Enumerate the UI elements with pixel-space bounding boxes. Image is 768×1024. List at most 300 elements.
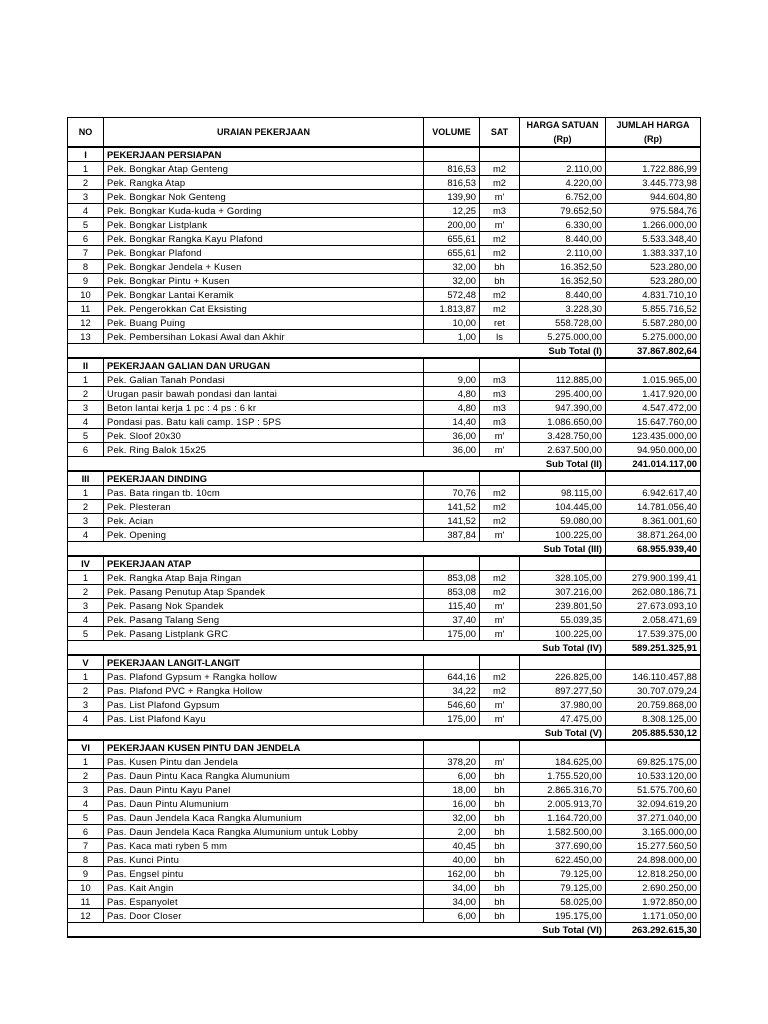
table-body — [68, 147, 701, 937]
item-total-price: 1.266.000,00 — [606, 218, 701, 232]
item-volume: 6,00 — [424, 909, 480, 923]
empty-cell — [104, 641, 424, 656]
empty-cell — [424, 471, 480, 486]
item-description: Pek. Pembersihan Lokasi Awal dan Akhir — [104, 330, 424, 344]
table-row — [68, 162, 701, 176]
item-unit: m2 — [480, 486, 520, 500]
item-total-price: 3.445.773,98 — [606, 176, 701, 190]
item-unit-price: 112.885,00 — [520, 373, 606, 387]
empty-cell — [480, 344, 520, 359]
item-number: 2 — [68, 176, 104, 190]
item-description: Pek. Bongkar Atap Genteng — [104, 162, 424, 176]
item-total-price: 5.533.348,40 — [606, 232, 701, 246]
table-row — [68, 853, 701, 867]
item-unit: m2 — [480, 585, 520, 599]
item-unit-price: 2.865.316,70 — [520, 783, 606, 797]
subtotal-value: 37.867.802,64 — [606, 344, 701, 359]
item-total-price: 15.647.760,00 — [606, 415, 701, 429]
item-total-price: 1.171.050,00 — [606, 909, 701, 923]
item-description: Pas. Door Closer — [104, 909, 424, 923]
item-total-price: 146.110.457,88 — [606, 670, 701, 684]
table-row — [68, 176, 701, 190]
item-number: 7 — [68, 246, 104, 260]
item-unit-price: 947.390,00 — [520, 401, 606, 415]
item-description: Urugan pasir bawah pondasi dan lantai — [104, 387, 424, 401]
empty-cell — [480, 923, 520, 938]
item-total-price: 1.722.886,99 — [606, 162, 701, 176]
item-total-price: 4.831.710,10 — [606, 288, 701, 302]
header-harga-satuan-unit: (Rp) — [520, 132, 606, 147]
item-number: 10 — [68, 288, 104, 302]
table-row — [68, 486, 701, 500]
item-number: 5 — [68, 218, 104, 232]
table-row — [68, 783, 701, 797]
item-unit-price: 6.752,00 — [520, 190, 606, 204]
item-volume: 70,76 — [424, 486, 480, 500]
section-header-row — [68, 556, 701, 571]
item-unit: bh — [480, 895, 520, 909]
section-header-row — [68, 358, 701, 373]
item-volume: 200,00 — [424, 218, 480, 232]
item-description: Pas. Daun Pintu Kayu Panel — [104, 783, 424, 797]
item-volume: 40,45 — [424, 839, 480, 853]
item-volume: 816,53 — [424, 162, 480, 176]
empty-cell — [606, 358, 701, 373]
empty-cell — [606, 655, 701, 670]
section-title: PEKERJAAN DINDING — [104, 471, 424, 486]
empty-cell — [68, 457, 104, 472]
item-description: Pas. Daun Jendela Kaca Rangka Alumunium — [104, 811, 424, 825]
item-unit-price: 5.275.000,00 — [520, 330, 606, 344]
item-unit-price: 226.825,00 — [520, 670, 606, 684]
empty-cell — [424, 556, 480, 571]
item-number: 2 — [68, 387, 104, 401]
item-number: 2 — [68, 684, 104, 698]
empty-cell — [520, 556, 606, 571]
item-description: Pas. Plafond Gypsum + Rangka hollow — [104, 670, 424, 684]
item-description: Pas. Kusen Pintu dan Jendela — [104, 755, 424, 769]
item-total-price: 14.781.056,40 — [606, 500, 701, 514]
empty-cell — [480, 726, 520, 741]
item-total-price: 2.058.471,69 — [606, 613, 701, 627]
item-total-price: 69.825.175,00 — [606, 755, 701, 769]
section-header-row — [68, 471, 701, 486]
item-total-price: 3.165.000,00 — [606, 825, 701, 839]
item-volume: 139,90 — [424, 190, 480, 204]
table-row — [68, 274, 701, 288]
item-volume: 387,84 — [424, 528, 480, 542]
item-description: Pek. Bongkar Nok Genteng — [104, 190, 424, 204]
header-sat: SAT — [480, 118, 520, 148]
item-volume: 655,61 — [424, 246, 480, 260]
item-description: Pas. Engsel pintu — [104, 867, 424, 881]
item-description: Pek. Bongkar Kuda-kuda + Gording — [104, 204, 424, 218]
item-unit-price: 184.625,00 — [520, 755, 606, 769]
subtotal-row — [68, 726, 701, 741]
item-unit-price: 2.005.913,70 — [520, 797, 606, 811]
item-volume: 4,80 — [424, 387, 480, 401]
item-description: Pas. Daun Pintu Alumunium — [104, 797, 424, 811]
item-volume: 2,00 — [424, 825, 480, 839]
empty-cell — [68, 542, 104, 557]
item-unit-price: 58.025,00 — [520, 895, 606, 909]
empty-cell — [480, 471, 520, 486]
item-total-price: 4.547.472,00 — [606, 401, 701, 415]
item-total-price: 12.818.250,00 — [606, 867, 701, 881]
empty-cell — [520, 655, 606, 670]
item-unit-price: 239.801,50 — [520, 599, 606, 613]
item-volume: 18,00 — [424, 783, 480, 797]
header-harga-satuan: HARGA SATUAN — [520, 118, 606, 133]
header-volume: VOLUME — [424, 118, 480, 148]
item-total-price: 20.759.868,00 — [606, 698, 701, 712]
item-unit: m' — [480, 755, 520, 769]
item-number: 3 — [68, 401, 104, 415]
item-volume: 36,00 — [424, 443, 480, 457]
table-row — [68, 684, 701, 698]
item-volume: 9,00 — [424, 373, 480, 387]
table-row — [68, 698, 701, 712]
item-description: Pek. Plesteran — [104, 500, 424, 514]
empty-cell — [424, 344, 480, 359]
item-description: Pek. Bongkar Listplank — [104, 218, 424, 232]
item-description: Pas. List Plafond Gypsum — [104, 698, 424, 712]
item-unit: m3 — [480, 204, 520, 218]
item-total-price: 24.898.000,00 — [606, 853, 701, 867]
item-unit: m3 — [480, 373, 520, 387]
item-unit: m' — [480, 712, 520, 726]
section-number: I — [68, 147, 104, 162]
item-unit: m' — [480, 698, 520, 712]
item-unit: m2 — [480, 288, 520, 302]
item-unit-price: 8.440,00 — [520, 232, 606, 246]
item-number: 1 — [68, 755, 104, 769]
item-volume: 4,80 — [424, 401, 480, 415]
item-total-price: 30.707.079,24 — [606, 684, 701, 698]
item-number: 3 — [68, 599, 104, 613]
subtotal-label: Sub Total (I) — [520, 344, 606, 359]
item-volume: 37,40 — [424, 613, 480, 627]
empty-cell — [480, 147, 520, 162]
item-number: 4 — [68, 712, 104, 726]
item-unit: ret — [480, 316, 520, 330]
empty-cell — [104, 457, 424, 472]
table-row — [68, 895, 701, 909]
item-description: Pek. Bongkar Plafond — [104, 246, 424, 260]
item-number: 3 — [68, 514, 104, 528]
item-unit: m' — [480, 528, 520, 542]
item-unit: m2 — [480, 670, 520, 684]
item-unit: m2 — [480, 571, 520, 585]
item-number: 4 — [68, 797, 104, 811]
item-number: 12 — [68, 909, 104, 923]
item-total-price: 5.275.000,00 — [606, 330, 701, 344]
item-total-price: 10.533.120,00 — [606, 769, 701, 783]
empty-cell — [424, 358, 480, 373]
item-unit: m3 — [480, 401, 520, 415]
item-unit: bh — [480, 797, 520, 811]
item-description: Pek. Ring Balok 15x25 — [104, 443, 424, 457]
cost-estimate-sheet — [67, 117, 700, 938]
item-description: Pas. Kunci Pintu — [104, 853, 424, 867]
table-row — [68, 867, 701, 881]
item-volume: 162,00 — [424, 867, 480, 881]
empty-cell — [68, 923, 104, 938]
item-total-price: 944.604,80 — [606, 190, 701, 204]
item-total-price: 2.690.250,00 — [606, 881, 701, 895]
section-title: PEKERJAAN PERSIAPAN — [104, 147, 424, 162]
item-unit-price: 307.216,00 — [520, 585, 606, 599]
item-number: 3 — [68, 783, 104, 797]
item-number: 9 — [68, 867, 104, 881]
table-row — [68, 514, 701, 528]
item-unit-price: 3.228,30 — [520, 302, 606, 316]
table-row — [68, 613, 701, 627]
item-unit: bh — [480, 853, 520, 867]
table-row — [68, 712, 701, 726]
section-number: V — [68, 655, 104, 670]
empty-cell — [520, 358, 606, 373]
item-total-price: 1.417.920,00 — [606, 387, 701, 401]
item-number: 1 — [68, 373, 104, 387]
empty-cell — [68, 641, 104, 656]
item-number: 3 — [68, 698, 104, 712]
item-number: 6 — [68, 825, 104, 839]
item-unit-price: 37.980,00 — [520, 698, 606, 712]
table-row — [68, 218, 701, 232]
item-total-price: 5.587.280,00 — [606, 316, 701, 330]
item-number: 4 — [68, 415, 104, 429]
item-total-price: 523.280,00 — [606, 274, 701, 288]
item-description: Pek. Bongkar Lantai Keramik — [104, 288, 424, 302]
table-row — [68, 316, 701, 330]
item-number: 2 — [68, 769, 104, 783]
empty-cell — [520, 740, 606, 755]
item-unit: m' — [480, 443, 520, 457]
empty-cell — [424, 147, 480, 162]
empty-cell — [424, 923, 480, 938]
header-no: NO — [68, 118, 104, 148]
table-row — [68, 797, 701, 811]
item-volume: 816,53 — [424, 176, 480, 190]
table-row — [68, 909, 701, 923]
item-unit-price: 98.115,00 — [520, 486, 606, 500]
item-volume: 6,00 — [424, 769, 480, 783]
item-unit-price: 195.175,00 — [520, 909, 606, 923]
subtotal-label: Sub Total (IV) — [520, 641, 606, 656]
item-unit-price: 79.652,50 — [520, 204, 606, 218]
item-unit: m2 — [480, 302, 520, 316]
item-unit-price: 622.450,00 — [520, 853, 606, 867]
table-row — [68, 627, 701, 641]
item-number: 5 — [68, 811, 104, 825]
item-volume: 1,00 — [424, 330, 480, 344]
item-number: 1 — [68, 486, 104, 500]
item-unit: bh — [480, 825, 520, 839]
item-volume: 175,00 — [424, 627, 480, 641]
item-number: 1 — [68, 670, 104, 684]
item-description: Pek. Sloof 20x30 — [104, 429, 424, 443]
empty-cell — [480, 457, 520, 472]
item-volume: 853,08 — [424, 585, 480, 599]
item-volume: 32,00 — [424, 274, 480, 288]
subtotal-label: Sub Total (III) — [520, 542, 606, 557]
table-row — [68, 585, 701, 599]
subtotal-label: Sub Total (V) — [520, 726, 606, 741]
table-row — [68, 839, 701, 853]
item-volume: 10,00 — [424, 316, 480, 330]
item-volume: 655,61 — [424, 232, 480, 246]
item-volume: 14,40 — [424, 415, 480, 429]
item-volume: 32,00 — [424, 260, 480, 274]
item-number: 2 — [68, 500, 104, 514]
item-unit-price: 2.110,00 — [520, 246, 606, 260]
item-total-price: 15.277.560,50 — [606, 839, 701, 853]
item-unit: bh — [480, 274, 520, 288]
item-volume: 115,40 — [424, 599, 480, 613]
item-unit-price: 55.039,35 — [520, 613, 606, 627]
table-row — [68, 528, 701, 542]
section-title: PEKERJAAN LANGIT-LANGIT — [104, 655, 424, 670]
item-total-price: 523.280,00 — [606, 260, 701, 274]
item-number: 6 — [68, 232, 104, 246]
item-unit-price: 2.637.500,00 — [520, 443, 606, 457]
subtotal-row — [68, 457, 701, 472]
item-total-price: 6.942.617,40 — [606, 486, 701, 500]
table-header — [68, 118, 701, 148]
item-description: Pek. Buang Puing — [104, 316, 424, 330]
item-number: 3 — [68, 190, 104, 204]
empty-cell — [480, 641, 520, 656]
item-description: Pek. Rangka Atap Baja Ringan — [104, 571, 424, 585]
empty-cell — [606, 740, 701, 755]
empty-cell — [520, 147, 606, 162]
item-unit: m' — [480, 613, 520, 627]
item-total-price: 17.539.375,00 — [606, 627, 701, 641]
item-total-price: 32.094.619,20 — [606, 797, 701, 811]
item-description: Pas. List Plafond Kayu — [104, 712, 424, 726]
item-description: Pas. Plafond PVC + Rangka Hollow — [104, 684, 424, 698]
item-unit: m' — [480, 429, 520, 443]
item-unit: m2 — [480, 500, 520, 514]
empty-cell — [606, 147, 701, 162]
item-unit: m3 — [480, 415, 520, 429]
section-title: PEKERJAAN GALIAN DAN URUGAN — [104, 358, 424, 373]
item-unit: bh — [480, 260, 520, 274]
table-row — [68, 288, 701, 302]
item-total-price: 38.871.264,00 — [606, 528, 701, 542]
item-unit-price: 3.428.750,00 — [520, 429, 606, 443]
subtotal-value: 68.955.939,40 — [606, 542, 701, 557]
item-description: Pondasi pas. Batu kali camp. 1SP : 5PS — [104, 415, 424, 429]
item-total-price: 8.308.125,00 — [606, 712, 701, 726]
subtotal-row — [68, 542, 701, 557]
item-number: 13 — [68, 330, 104, 344]
item-number: 9 — [68, 274, 104, 288]
item-description: Pas. Kaca mati ryben 5 mm — [104, 839, 424, 853]
item-unit: bh — [480, 839, 520, 853]
empty-cell — [480, 556, 520, 571]
item-total-price: 1.972.850,00 — [606, 895, 701, 909]
section-number: VI — [68, 740, 104, 755]
item-unit-price: 897.277,50 — [520, 684, 606, 698]
item-unit: bh — [480, 783, 520, 797]
table-row — [68, 204, 701, 218]
section-number: IV — [68, 556, 104, 571]
item-volume: 34,22 — [424, 684, 480, 698]
empty-cell — [104, 923, 424, 938]
item-number: 5 — [68, 429, 104, 443]
table-row — [68, 769, 701, 783]
table-row — [68, 670, 701, 684]
item-unit-price: 6.330,00 — [520, 218, 606, 232]
item-volume: 40,00 — [424, 853, 480, 867]
empty-cell — [424, 740, 480, 755]
empty-cell — [104, 726, 424, 741]
item-volume: 34,00 — [424, 895, 480, 909]
section-header-row — [68, 655, 701, 670]
table-row — [68, 599, 701, 613]
subtotal-row — [68, 641, 701, 656]
item-description: Pek. Pasang Talang Seng — [104, 613, 424, 627]
item-total-price: 51.575.700,60 — [606, 783, 701, 797]
item-unit-price: 104.445,00 — [520, 500, 606, 514]
subtotal-value: 241.014.117,00 — [606, 457, 701, 472]
table-row — [68, 881, 701, 895]
item-unit: bh — [480, 811, 520, 825]
empty-cell — [104, 542, 424, 557]
empty-cell — [606, 471, 701, 486]
item-volume: 32,00 — [424, 811, 480, 825]
table-row — [68, 429, 701, 443]
item-unit-price: 1.164.720,00 — [520, 811, 606, 825]
item-volume: 141,52 — [424, 514, 480, 528]
item-description: Pek. Pasang Listplank GRC — [104, 627, 424, 641]
subtotal-value: 263.292.615,30 — [606, 923, 701, 938]
item-unit-price: 1.086.650,00 — [520, 415, 606, 429]
item-total-price: 123.435.000,00 — [606, 429, 701, 443]
section-number: III — [68, 471, 104, 486]
item-description: Pek. Pasang Penutup Atap Spandek — [104, 585, 424, 599]
empty-cell — [104, 344, 424, 359]
table-row — [68, 373, 701, 387]
table-row — [68, 232, 701, 246]
item-unit-price: 79.125,00 — [520, 881, 606, 895]
item-unit: m' — [480, 627, 520, 641]
item-unit: m3 — [480, 387, 520, 401]
item-unit: m' — [480, 190, 520, 204]
item-number: 7 — [68, 839, 104, 853]
item-unit-price: 377.690,00 — [520, 839, 606, 853]
item-unit-price: 100.225,00 — [520, 528, 606, 542]
table-row — [68, 571, 701, 585]
empty-cell — [424, 641, 480, 656]
item-volume: 34,00 — [424, 881, 480, 895]
item-description: Pek. Bongkar Pintu + Kusen — [104, 274, 424, 288]
empty-cell — [68, 344, 104, 359]
item-total-price: 8.361.001,60 — [606, 514, 701, 528]
item-number: 2 — [68, 585, 104, 599]
table-row — [68, 500, 701, 514]
empty-cell — [606, 556, 701, 571]
item-volume: 12,25 — [424, 204, 480, 218]
item-number: 8 — [68, 260, 104, 274]
table-row — [68, 811, 701, 825]
item-volume: 546,60 — [424, 698, 480, 712]
empty-cell — [424, 726, 480, 741]
empty-cell — [424, 655, 480, 670]
item-unit-price: 8.440,00 — [520, 288, 606, 302]
